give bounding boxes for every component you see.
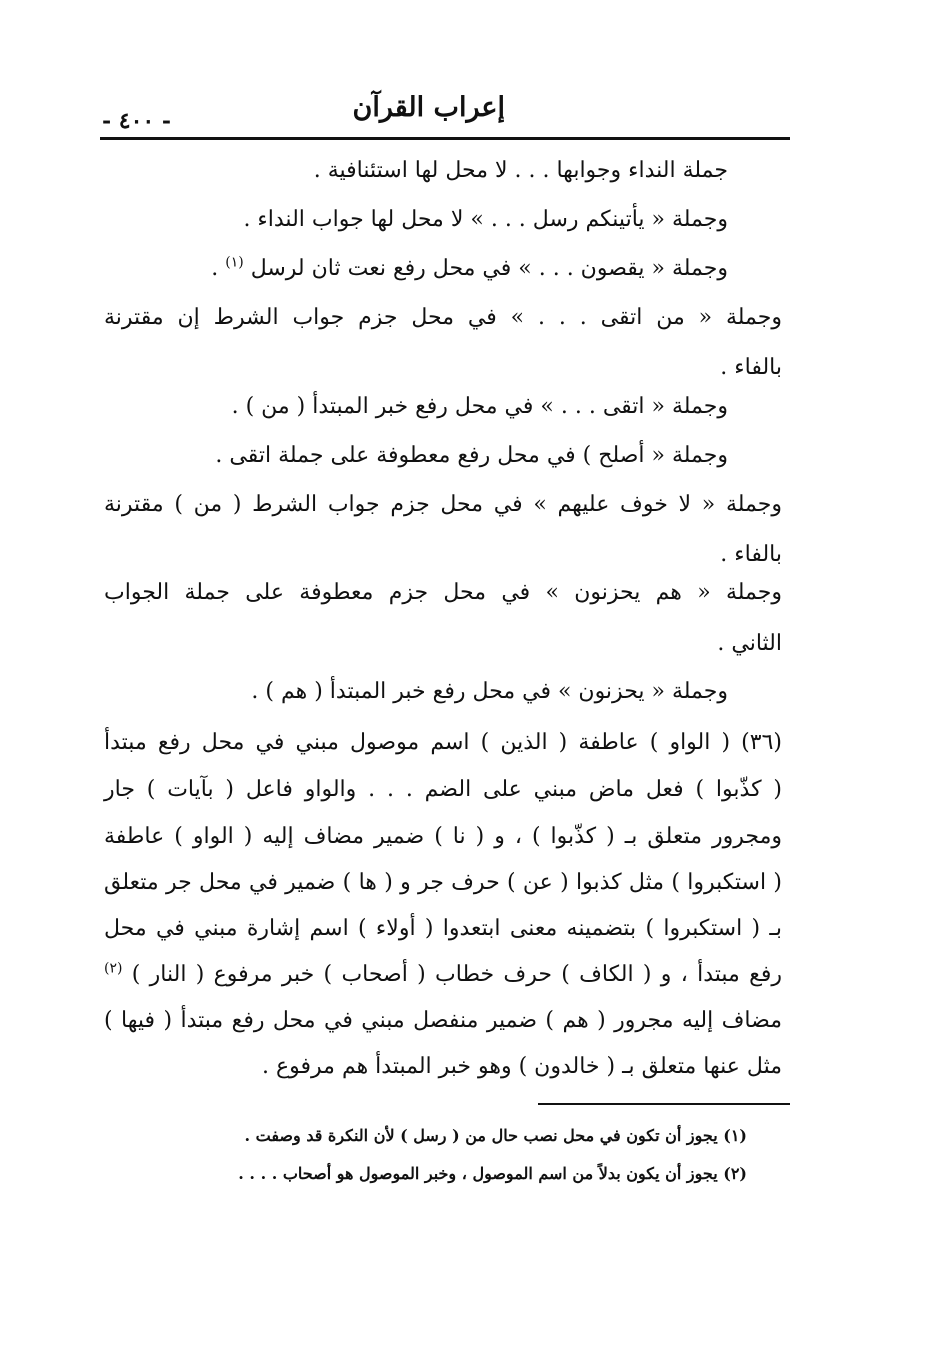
text-line-17: بـ ( استكبروا ) بتضمينه معنى ابتعدوا ( أولاء ) اسم إشارة مبني في محل [104,916,782,941]
footnote-ref-2: (٢) [104,960,123,977]
footnote-2: (٢) يجوز أن يكون بدلاً من اسم الموصول ، وخبر الموصول هو أصحاب . . . . [238,1164,747,1183]
text-line-3-tail: . [211,256,219,281]
text-line-1: جملة النداء وجوابها . . . لا محل لها استئنافية . [313,158,728,183]
text-line-14: ( كذّبوا ) فعل ماض مبني على الضم . . . والواو فاعل ( بآيات ) جار [104,777,782,802]
header-rule [100,137,790,140]
footnote-rule [538,1103,790,1105]
page-number: - ٤٠٠ - [102,108,172,134]
page-header [100,92,790,136]
book-title: إعراب القرآن [352,92,505,123]
text-line-20: مثل عنها متعلق بـ ( خالدون ) وهو خبر المبتدأ هم مرفوع . [262,1054,782,1079]
text-line-16: ( استكبروا ) مثل كذبوا ( عن ) حرف جر و ( ها ) ضمير في محل جر متعلق [104,870,782,895]
text-line-11: الثاني . [717,631,782,656]
footnote-1: (١) يجوز أن تكون في محل نصب حال من ( رسل ) لأن النكرة قد وصفت . [244,1126,747,1145]
text-line-5: بالفاء . [720,355,782,380]
text-line-18 [104,960,782,990]
text-line-19: مضاف إليه مجرور ( هم ) ضمير منفصل مبني في محل رفع مبتدأ ( فيها ) [104,1008,782,1033]
text-line-13: (٣٦) ( الواو ) عاطفة ( الذين ) اسم موصول مبني في محل رفع مبتدأ [104,730,782,755]
text-line-6: وجملة « اتقى . . . » في محل رفع خبر المبتدأ ( من ) . [231,394,728,419]
text-line-3 [211,254,728,284]
text-line-10: وجملة « هم يحزنون » في محل جزم معطوفة على جملة الجواب [104,580,782,605]
text-line-15: ومجرور متعلق بـ ( كذّبوا ) ، و ( نا ) ضمير مضاف إليه ( الواو ) عاطفة [104,824,782,849]
text-line-2: وجملة « يأتينكم رسل . . . » لا محل لها جواب النداء . [243,207,728,232]
text-line-12: وجملة « يحزنون » في محل رفع خبر المبتدأ ( هم ) . [251,679,728,704]
text-line-8: وجملة « لا خوف عليهم » في محل جزم جواب الشرط ( من ) مقترنة [104,492,782,517]
text-line-18-main: رفع مبتدأ ، و ( الكاف ) حرف خطاب ( أصحاب ) خبر مرفوع ( النار ) [131,962,782,987]
text-line-3-main: وجملة « يقصون . . . » في محل رفع نعت ثان لرسل [250,256,728,281]
text-line-9: بالفاء . [720,542,782,567]
footnote-ref-1: (١) [225,254,244,271]
text-line-7: وجملة « أصلح ) في محل رفع معطوفة على جملة اتقى . [215,443,728,468]
text-line-4: وجملة « من اتقى . . . » في محل جزم جواب الشرط إن مقترنة [104,305,782,330]
